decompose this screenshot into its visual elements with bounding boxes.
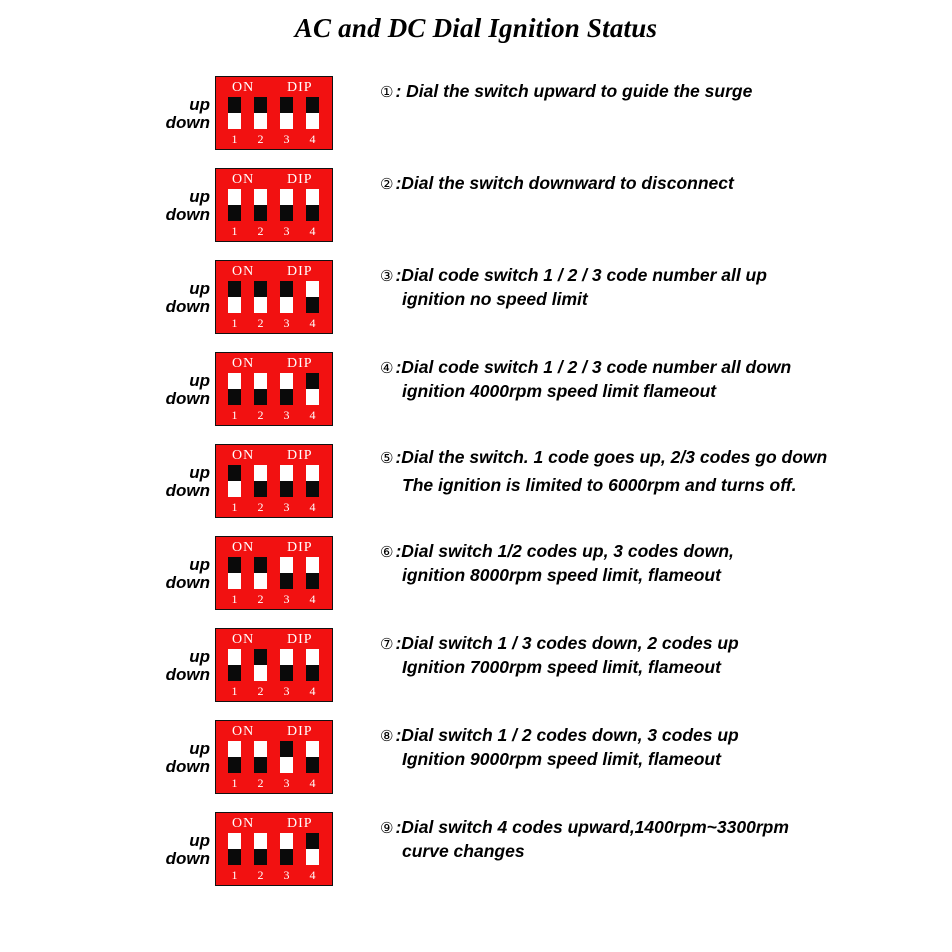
description-line-1 xyxy=(380,540,940,564)
position-labels xyxy=(150,76,212,150)
switch-knob-up xyxy=(280,741,293,757)
step-number-marker: ⑨ xyxy=(380,819,394,837)
step-number-marker: ① xyxy=(380,83,394,101)
switch-number: 1 xyxy=(231,408,238,422)
up-label: up xyxy=(189,279,210,298)
page-title: AC and DC Dial Ignition Status xyxy=(294,13,658,43)
dip-label: DIP xyxy=(287,356,313,371)
dip-switch-block xyxy=(215,260,333,334)
switch-number: 1 xyxy=(231,592,238,606)
switch-knob-down xyxy=(228,665,241,681)
dip-row xyxy=(0,628,952,702)
switch-number: 3 xyxy=(283,592,290,606)
switch-knob-up xyxy=(306,97,319,113)
switch-number: 3 xyxy=(283,316,290,330)
dip-switch-2[interactable] xyxy=(254,741,267,773)
switch-number: 3 xyxy=(283,408,290,422)
dip-switch-block xyxy=(215,812,333,886)
switch-knob-down xyxy=(280,849,293,865)
dip-switch-3[interactable] xyxy=(280,833,293,865)
position-labels xyxy=(150,168,212,242)
description-line-1 xyxy=(380,816,940,840)
row-description xyxy=(380,264,940,311)
switch-number: 4 xyxy=(309,132,316,146)
up-label: up xyxy=(189,371,210,390)
row-description xyxy=(380,172,940,196)
switch-knob-down xyxy=(228,757,241,773)
dip-row xyxy=(0,168,952,242)
up-label: up xyxy=(189,739,210,758)
dip-switch-3[interactable] xyxy=(280,281,293,313)
description-line-1 xyxy=(380,80,940,104)
description-text: Dial code switch 1 / 2 / 3 code number all up xyxy=(401,265,767,285)
description-line-1 xyxy=(380,172,940,196)
switch-knob-down xyxy=(306,573,319,589)
switch-number: 4 xyxy=(309,500,316,514)
row-description xyxy=(380,632,940,679)
dip-label: DIP xyxy=(287,448,313,463)
switch-knob-up xyxy=(306,833,319,849)
description-line-2: Ignition 7000rpm speed limit, flameout xyxy=(402,657,721,677)
step-number-marker: ④ xyxy=(380,359,394,377)
position-labels xyxy=(150,720,212,794)
switch-knob-up xyxy=(228,465,241,481)
dip-row xyxy=(0,536,952,610)
dip-switch-3[interactable] xyxy=(280,649,293,681)
dip-row xyxy=(0,76,952,150)
on-label: ON xyxy=(232,816,255,831)
dip-label: DIP xyxy=(287,264,313,279)
switch-number: 2 xyxy=(257,868,264,882)
on-label: ON xyxy=(232,80,255,95)
switch-knob-down xyxy=(254,389,267,405)
dip-switch-1[interactable] xyxy=(228,97,241,129)
row-description xyxy=(380,724,940,771)
step-number-marker: ⑧ xyxy=(380,727,394,745)
down-label: down xyxy=(165,757,210,776)
switch-number: 4 xyxy=(309,316,316,330)
dip-switch-block xyxy=(215,536,333,610)
switch-knob-down xyxy=(254,205,267,221)
switch-knob-up xyxy=(228,97,241,113)
switch-knob-up xyxy=(254,649,267,665)
switch-number: 1 xyxy=(231,776,238,790)
switch-number: 4 xyxy=(309,868,316,882)
description-line-2: ignition 4000rpm speed limit flameout xyxy=(402,381,717,401)
dip-switch-3[interactable] xyxy=(280,189,293,221)
dip-label: DIP xyxy=(287,632,313,647)
dip-switch-block xyxy=(215,76,333,150)
on-label: ON xyxy=(232,356,255,371)
dip-switch-2[interactable] xyxy=(254,97,267,129)
switch-number: 1 xyxy=(231,500,238,514)
dip-switch-4[interactable] xyxy=(306,649,319,681)
switch-knob-down xyxy=(306,297,319,313)
switch-number: 3 xyxy=(283,776,290,790)
down-label: down xyxy=(165,297,210,316)
switch-knob-down xyxy=(254,757,267,773)
marker-separator: : xyxy=(395,725,402,745)
down-label: down xyxy=(165,573,210,592)
switch-number: 3 xyxy=(283,224,290,238)
dip-switch-1[interactable] xyxy=(228,741,241,773)
up-label: up xyxy=(189,831,210,850)
dip-switch-2[interactable] xyxy=(254,833,267,865)
marker-separator: : xyxy=(395,265,402,285)
switch-knob-down xyxy=(306,481,319,497)
dip-row xyxy=(0,444,952,518)
description-line-2: The ignition is limited to 6000rpm and turns off. xyxy=(402,475,797,495)
dip-switch-3[interactable] xyxy=(280,373,293,405)
switch-number: 4 xyxy=(309,776,316,790)
dip-switch-1[interactable] xyxy=(228,465,241,497)
on-label: ON xyxy=(232,172,255,187)
dip-row xyxy=(0,352,952,426)
dip-label: DIP xyxy=(287,172,313,187)
marker-separator: : xyxy=(395,633,402,653)
switch-number: 1 xyxy=(231,132,238,146)
dip-switch-4[interactable] xyxy=(306,741,319,773)
description-line-1 xyxy=(380,446,940,470)
description-text: Dial the switch upward to guide the surge xyxy=(406,81,753,101)
switch-number: 2 xyxy=(257,592,264,606)
dip-label: DIP xyxy=(287,540,313,555)
down-label: down xyxy=(165,481,210,500)
dip-switch-2[interactable] xyxy=(254,373,267,405)
switch-knob-down xyxy=(280,389,293,405)
switch-knob-down xyxy=(280,205,293,221)
switch-knob-down xyxy=(254,849,267,865)
dip-switch-4[interactable] xyxy=(306,373,319,405)
down-label: down xyxy=(165,849,210,868)
switch-number: 1 xyxy=(231,868,238,882)
switch-knob-down xyxy=(280,665,293,681)
dip-switch-block xyxy=(215,444,333,518)
dip-row xyxy=(0,260,952,334)
position-labels xyxy=(150,352,212,426)
description-line-1 xyxy=(380,264,940,288)
switch-number: 3 xyxy=(283,500,290,514)
marker-separator: : xyxy=(395,357,402,377)
switch-number: 2 xyxy=(257,500,264,514)
switch-knob-up xyxy=(280,97,293,113)
description-line-1 xyxy=(380,632,940,656)
down-label: down xyxy=(165,113,210,132)
dip-switch-2[interactable] xyxy=(254,189,267,221)
dip-switch-4[interactable] xyxy=(306,833,319,865)
position-labels xyxy=(150,812,212,886)
marker-separator: : xyxy=(395,541,402,561)
switch-number: 2 xyxy=(257,316,264,330)
step-number-marker: ⑥ xyxy=(380,543,394,561)
row-description xyxy=(380,356,940,403)
description-line-2: ignition 8000rpm speed limit, flameout xyxy=(402,565,721,585)
description-text: Dial switch 4 codes upward,1400rpm~3300rpm xyxy=(401,817,789,837)
switch-knob-down xyxy=(228,205,241,221)
row-description xyxy=(380,540,940,587)
dip-switch-4[interactable] xyxy=(306,465,319,497)
position-labels xyxy=(150,444,212,518)
dip-row xyxy=(0,720,952,794)
dip-label: DIP xyxy=(287,724,313,739)
dip-switch-1[interactable] xyxy=(228,833,241,865)
switch-knob-down xyxy=(306,757,319,773)
switch-number: 3 xyxy=(283,132,290,146)
switch-knob-up xyxy=(228,557,241,573)
marker-separator: : xyxy=(395,817,402,837)
step-number-marker: ② xyxy=(380,175,394,193)
dip-switch-1[interactable] xyxy=(228,281,241,313)
position-labels xyxy=(150,628,212,702)
dip-switch-3[interactable] xyxy=(280,557,293,589)
switch-knob-up xyxy=(228,281,241,297)
up-label: up xyxy=(189,463,210,482)
switch-knob-down xyxy=(280,481,293,497)
step-number-marker: ③ xyxy=(380,267,394,285)
dip-switch-2[interactable] xyxy=(254,649,267,681)
row-description xyxy=(380,446,940,497)
dip-switch-block xyxy=(215,720,333,794)
on-label: ON xyxy=(232,540,255,555)
switch-number: 3 xyxy=(283,868,290,882)
description-text: Dial switch 1/2 codes up, 3 codes down, xyxy=(401,541,734,561)
up-label: up xyxy=(189,95,210,114)
down-label: down xyxy=(165,665,210,684)
switch-number: 2 xyxy=(257,684,264,698)
switch-knob-up xyxy=(254,557,267,573)
switch-number: 2 xyxy=(257,776,264,790)
marker-separator: : xyxy=(395,173,402,193)
dip-switch-3[interactable] xyxy=(280,97,293,129)
dip-switch-block xyxy=(215,168,333,242)
switch-knob-down xyxy=(280,573,293,589)
dip-switch-4[interactable] xyxy=(306,557,319,589)
step-number-marker: ⑤ xyxy=(380,449,394,467)
row-description xyxy=(380,80,940,104)
description-line-2: ignition no speed limit xyxy=(402,289,588,309)
switch-number: 4 xyxy=(309,224,316,238)
switch-number: 4 xyxy=(309,408,316,422)
up-label: up xyxy=(189,555,210,574)
step-number-marker: ⑦ xyxy=(380,635,394,653)
switch-number: 3 xyxy=(283,684,290,698)
position-labels xyxy=(150,260,212,334)
switch-number: 1 xyxy=(231,316,238,330)
description-line-2: curve changes xyxy=(402,841,525,861)
dip-switch-block xyxy=(215,628,333,702)
row-description xyxy=(380,816,940,863)
description-line-1 xyxy=(380,356,940,380)
marker-separator: : xyxy=(395,447,402,467)
dip-switch-1[interactable] xyxy=(228,649,241,681)
description-line-1 xyxy=(380,724,940,748)
description-text: Dial code switch 1 / 2 / 3 code number all down xyxy=(401,357,792,377)
marker-separator: : xyxy=(395,81,407,101)
on-label: ON xyxy=(232,448,255,463)
switch-number: 2 xyxy=(257,408,264,422)
switch-knob-up xyxy=(306,373,319,389)
switch-knob-down xyxy=(254,481,267,497)
dip-switch-4[interactable] xyxy=(306,97,319,129)
dip-switch-3[interactable] xyxy=(280,741,293,773)
switch-number: 1 xyxy=(231,684,238,698)
dip-switch-2[interactable] xyxy=(254,557,267,589)
dip-label: DIP xyxy=(287,816,313,831)
description-line-2: Ignition 9000rpm speed limit, flameout xyxy=(402,749,721,769)
up-label: up xyxy=(189,187,210,206)
switch-knob-down xyxy=(228,389,241,405)
switch-knob-up xyxy=(254,97,267,113)
down-label: down xyxy=(165,389,210,408)
dip-switch-4[interactable] xyxy=(306,189,319,221)
dip-label: DIP xyxy=(287,80,313,95)
dip-switch-3[interactable] xyxy=(280,465,293,497)
description-text: Dial switch 1 / 3 codes down, 2 codes up xyxy=(401,633,739,653)
switch-knob-down xyxy=(306,665,319,681)
description-text: Dial the switch. 1 code goes up, 2/3 codes go down xyxy=(401,447,828,467)
down-label: down xyxy=(165,205,210,224)
switch-number: 2 xyxy=(257,132,264,146)
switch-number: 1 xyxy=(231,224,238,238)
switch-number: 4 xyxy=(309,592,316,606)
switch-number: 2 xyxy=(257,224,264,238)
dip-switch-2[interactable] xyxy=(254,281,267,313)
up-label: up xyxy=(189,647,210,666)
dip-switch-1[interactable] xyxy=(228,189,241,221)
dip-switch-1[interactable] xyxy=(228,373,241,405)
position-labels xyxy=(150,536,212,610)
switch-knob-up xyxy=(254,281,267,297)
on-label: ON xyxy=(232,724,255,739)
dip-switch-block xyxy=(215,352,333,426)
dip-switch-1[interactable] xyxy=(228,557,241,589)
on-label: ON xyxy=(232,264,255,279)
description-text: Dial the switch downward to disconnect xyxy=(401,173,734,193)
dip-switch-4[interactable] xyxy=(306,281,319,313)
description-text: Dial switch 1 / 2 codes down, 3 codes up xyxy=(401,725,739,745)
switch-knob-down xyxy=(306,205,319,221)
switch-knob-down xyxy=(228,849,241,865)
dip-switch-2[interactable] xyxy=(254,465,267,497)
switch-number: 4 xyxy=(309,684,316,698)
dip-row xyxy=(0,812,952,886)
switch-knob-up xyxy=(280,281,293,297)
on-label: ON xyxy=(232,632,255,647)
